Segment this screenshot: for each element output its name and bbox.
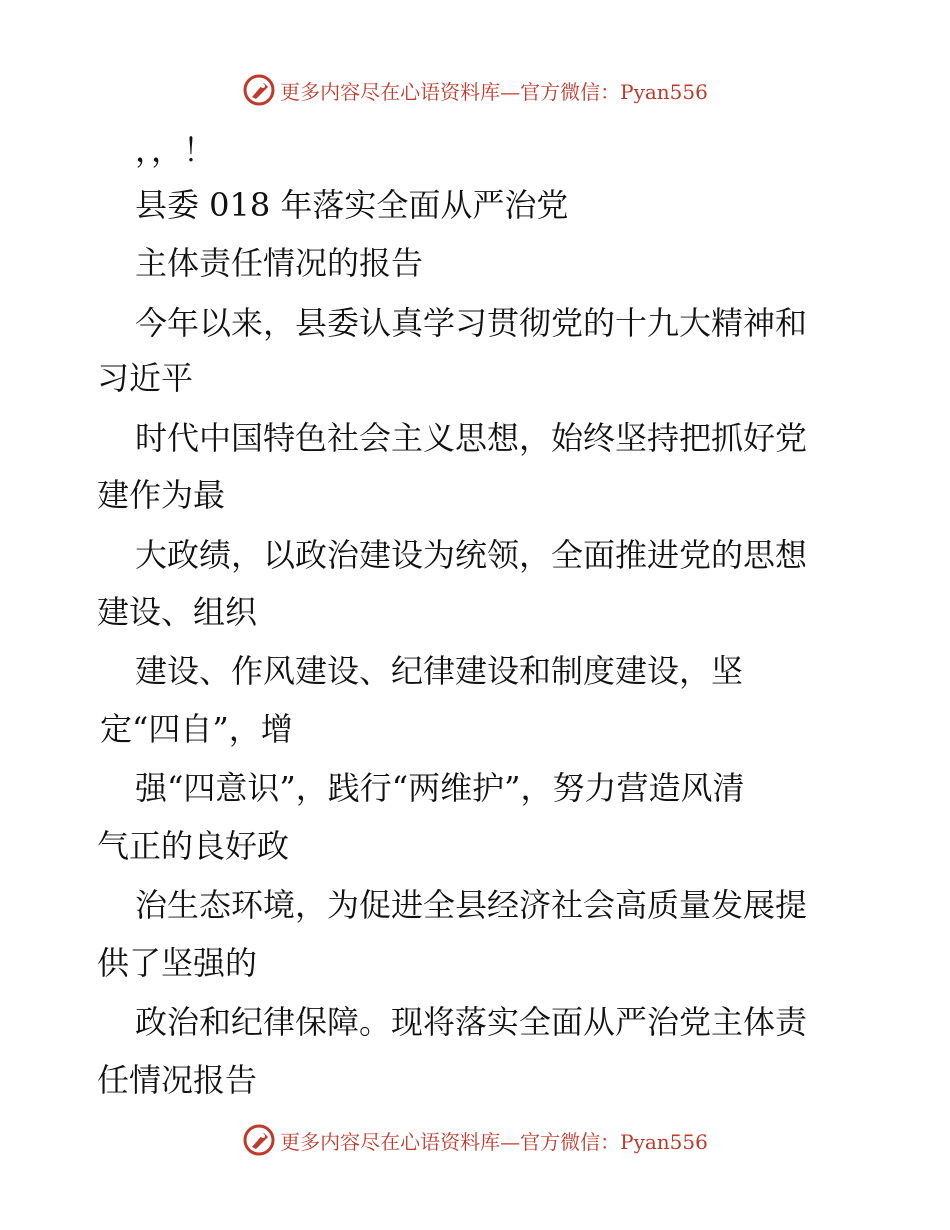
- text-line-11: 定“四自”，增: [100, 710, 293, 748]
- text-line-13: 气正的良好政: [97, 827, 290, 865]
- text-line-7: 建作为最: [97, 476, 226, 514]
- text-line-12: 强“四意识”，践行“两维护”，努力营造风清: [135, 769, 745, 807]
- text-line-15: 供了坚强的: [97, 944, 258, 982]
- text-line-5: 习近平: [97, 359, 194, 397]
- text-line-16: 政治和纪律保障。现将落实全面从严治党主体责: [135, 1003, 808, 1041]
- watermark-text: 更多内容尽在心语资料库—官方微信：Pyan556: [280, 79, 708, 104]
- text-line-10: 建设、作风建设、纪律建设和制度建设，坚: [135, 652, 744, 690]
- text-line-9: 建设、组织: [97, 593, 258, 631]
- watermark-text: 更多内容尽在心语资料库—官方微信：Pyan556: [280, 1129, 708, 1154]
- text-line-1: ，，！: [135, 131, 216, 169]
- text-line-8: 大政绩，以政治建设为统领，全面推进党的思想: [135, 536, 808, 574]
- text-line-4: 今年以来，县委认真学习贯彻党的十九大精神和: [135, 304, 808, 342]
- text-line-3: 主体责任情况的报告: [135, 244, 424, 282]
- pen-nib-logo-icon: [242, 1123, 276, 1157]
- text-line-14: 治生态环境，为促进全县经济社会高质量发展提: [135, 886, 808, 924]
- text-line-6: 时代中国特色社会主义思想，始终坚持把抓好党: [135, 419, 808, 457]
- pen-nib-logo-icon: [242, 73, 276, 107]
- text-line-2: 县委 018 年落实全面从严治党: [135, 186, 569, 224]
- watermark-banner-bottom: [0, 1120, 950, 1160]
- text-line-17: 任情况报告: [97, 1061, 258, 1099]
- watermark-banner-top: [0, 70, 950, 110]
